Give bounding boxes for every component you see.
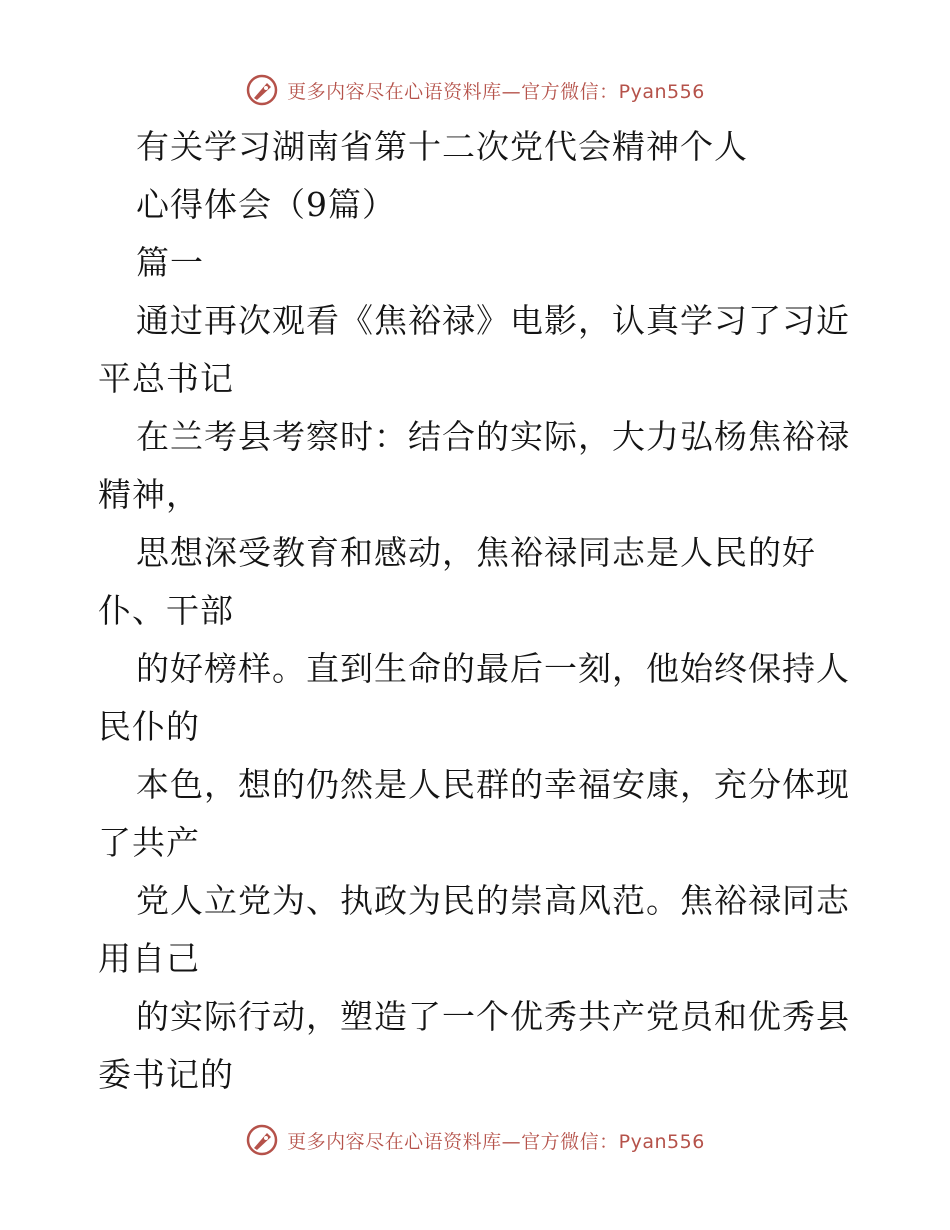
pen-nib-logo-icon [245,73,279,107]
paragraph-line: 在兰考县考察时：结合的实际，大力弘杨焦裕禄 [136,417,850,456]
watermark-text: 更多内容尽在心语资料库—官方微信：Pyan556 [287,80,705,103]
watermark-footer [0,1120,950,1160]
paragraph-line: 精神， [98,475,200,514]
document-title-line: 有关学习湖南省第十二次党代会精神个人 [136,127,748,166]
section-heading: 篇一 [136,243,204,282]
document-title-line: 心得体会（9篇） [136,185,396,224]
paragraph-line: 民仆的 [98,707,200,746]
paragraph-line: 思想深受教育和感动，焦裕禄同志是人民的好 [136,533,816,572]
watermark-header [0,70,950,110]
watermark-text: 更多内容尽在心语资料库—官方微信：Pyan556 [287,1130,705,1153]
paragraph-line: 平总书记 [98,359,234,398]
document-body [98,118,858,1104]
paragraph-line: 了共产 [98,823,200,862]
paragraph-line: 用自己 [98,939,200,978]
paragraph-line: 通过再次观看《焦裕禄》电影，认真学习了习近 [136,301,850,340]
paragraph-line: 委书记的 [98,1055,234,1094]
paragraph-line: 党人立党为、执政为民的崇高风范。焦裕禄同志 [136,881,850,920]
paragraph-line: 的实际行动，塑造了一个优秀共产党员和优秀县 [136,997,850,1036]
pen-nib-logo-icon [245,1123,279,1157]
paragraph-line: 本色，想的仍然是人民群的幸福安康，充分体现 [136,765,850,804]
paragraph-line: 仆、干部 [98,591,234,630]
paragraph-line: 的好榜样。直到生命的最后一刻，他始终保持人 [136,649,850,688]
